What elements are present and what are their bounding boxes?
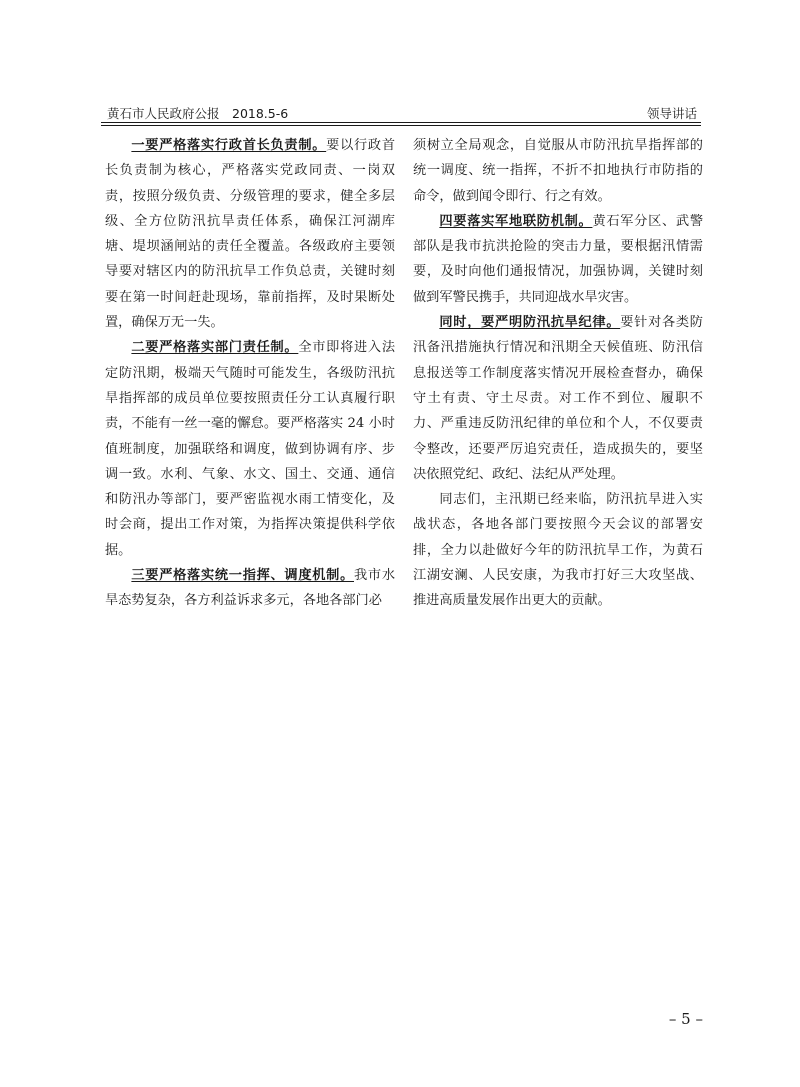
paragraph	[105, 335, 395, 563]
paragraph	[413, 310, 703, 487]
left-column	[105, 133, 395, 614]
section-title: 领导讲话	[646, 106, 697, 121]
paragraph-body: 我市水旱态势复杂，各方利益诉求多元，各地各部门必	[105, 568, 396, 609]
paragraph-heading: 二要严格落实部门责任制。	[131, 340, 299, 356]
paragraph-body: 须树立全局观念，自觉服从市防汛抗旱指挥部的统一调度、统一指挥，不折不扣地执行市防指的命令，做到闻令即行、行之有效。	[413, 138, 703, 204]
header-rule	[101, 122, 701, 123]
paragraph-heading: 三要严格落实统一指挥、调度机制。	[131, 568, 354, 584]
header-rule-thin	[101, 125, 701, 126]
paragraph	[105, 563, 395, 614]
paragraph-body: 要以行政首长负责制为核心，严格落实党政同责、一岗双责，按照分级负责、分级管理的要求，健全多层级、全方位防汛抗旱责任体系，确保江河湖库塘、堤坝涵闸站的责任全覆盖。各级政府主要领导要对辖区内的防汛抗旱工作负总责，关键时刻要在第一时间赶赴现场，靠前指挥，及时果断处置，确保万无一失。	[105, 138, 396, 331]
paragraph-heading: 四要落实军地联防机制。	[439, 213, 593, 229]
journal-title: 黄石市人民政府公报 2018.5-6	[107, 106, 289, 121]
paragraph-body: 黄石军分区、武警部队是我市抗洪抢险的突击力量，要根据汛情需要，及时向他们通报情况，加强协调，关键时刻做到军警民携手，共同迎战水旱灾害。	[413, 213, 704, 305]
paragraph-body: 要针对各类防汛备汛措施执行情况和汛期全天候值班、防汛信息报送等工作制度落实情况开展检查督办，确保守土有责、守土尽责。对工作不到位、履职不力、严重违反防汛纪律的单位和个人，不仅要责令整改，还要严厉追究责任，造成损失的，要坚决依照党纪、政纪、法纪从严处理。	[413, 315, 703, 482]
paragraph	[105, 133, 395, 335]
paragraph-body: 同志们，主汛期已经来临，防汛抗旱进入实战状态，各地各部门要按照今天会议的部署安排，全力以赴做好今年的防汛抗旱工作，为黄石江湖安澜、人民安康，为我市打好三大攻坚战、推进高质量发展作出更大的贡献。	[413, 492, 703, 609]
paragraph-heading: 一要严格落实行政首长负责制。	[131, 138, 327, 153]
paragraph	[413, 133, 703, 209]
page-header	[101, 98, 701, 124]
paragraph	[413, 209, 703, 310]
paragraph	[413, 487, 703, 613]
paragraph-body: 全市即将进入法定防汛期，极端天气随时可能发生，各级防汛抗旱指挥部的成员单位要按照责任分工认真履行职责，不能有一丝一毫的懈怠。要严格落实 24 小时值班制度，加强联络和调度，做到协调有序、步调一致。水利、气象、水文、国土、交通、通信和防汛办等部门，要严密监视水雨工情变化，及时会商，提出工作对策，为指挥决策提供科学依据。	[105, 340, 396, 558]
page-number: – 5 –	[668, 1010, 703, 1028]
right-column	[413, 133, 703, 614]
paragraph-heading: 同时，要严明防汛抗旱纪律。	[439, 315, 621, 331]
